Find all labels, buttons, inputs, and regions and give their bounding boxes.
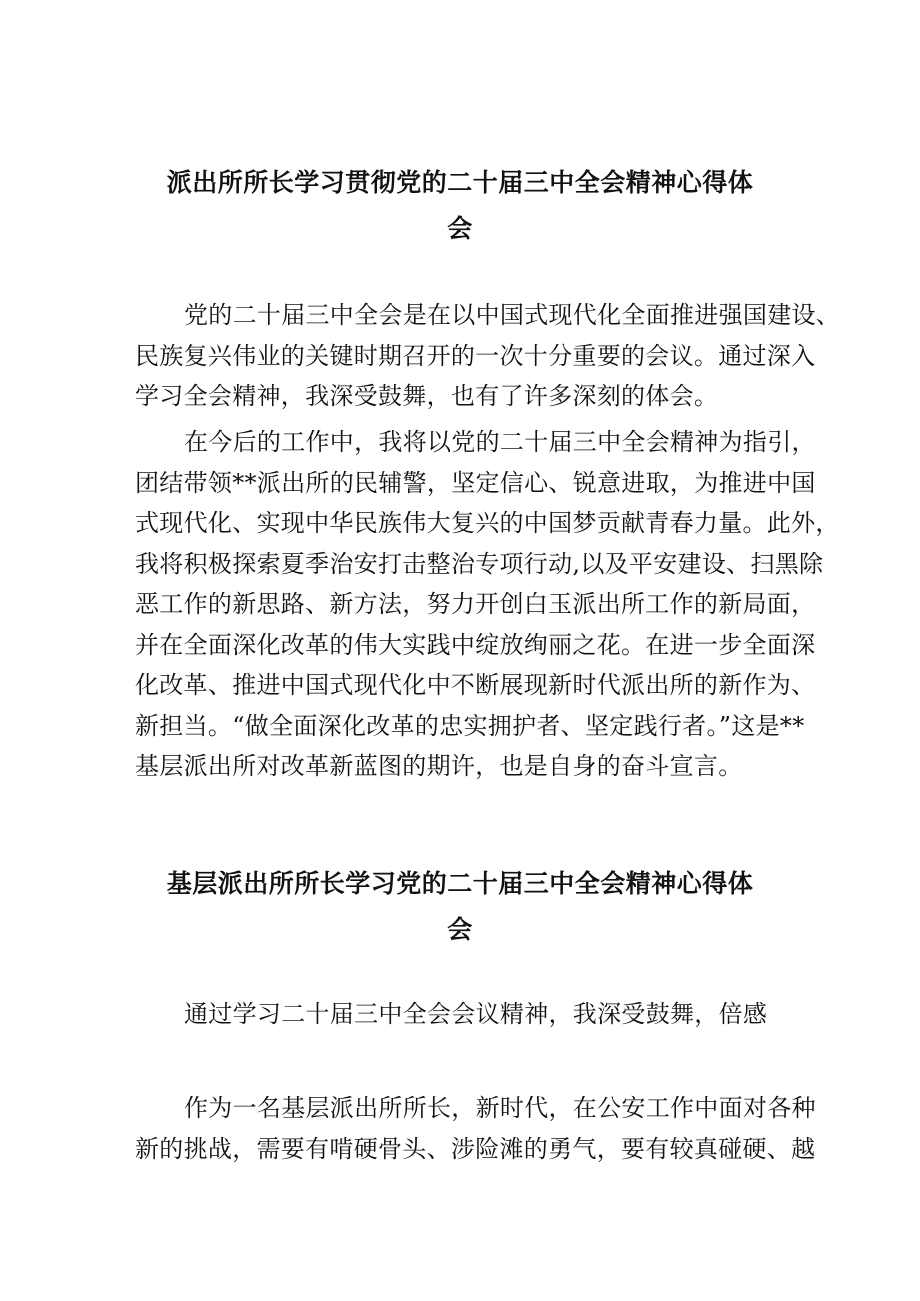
paragraph-line: 并在全面深化改革的伟大实践中绽放绚丽之花。在进一步全面深 — [135, 630, 816, 659]
paragraph-line: 通过学习二十届三中全会会议精神，我深受鼓舞，倍感 — [184, 1000, 768, 1028]
paragraph-line: 化改革、推进中国式现代化中不断展现新时代派出所的新作为、 — [135, 671, 816, 699]
section-2-paragraph-1 — [135, 994, 795, 1035]
section-1-title — [130, 160, 790, 252]
paragraph-line: 团结带领**派出所的民辅警，坚定信心、锐意进取，为推进中国 — [135, 468, 816, 497]
section-2-title-line: 基层派出所所长学习党的二十届三中全会精神心得体 — [166, 869, 754, 898]
paragraph-line: 在今后的工作中，我将以党的二十届三中全会精神为指引， — [184, 428, 816, 456]
paragraph-line: 基层派出所对改革新蓝图的期许，也是自身的奋斗宣言。 — [135, 752, 743, 780]
paragraph-line: 新的挑战，需要有啃硬骨头、涉险滩的勇气，要有较真碰硬、越 — [135, 1134, 816, 1163]
paragraph-line: 党的二十届三中全会是在以中国式现代化全面推进强国建设、 — [184, 301, 841, 329]
section-2-paragraph-2 — [135, 1088, 816, 1169]
section-1-title-line: 会 — [447, 214, 473, 243]
paragraph-line: 民族复兴伟业的关键时期召开的一次十分重要的会议。通过深入 — [135, 341, 816, 370]
paragraph-line: 学习全会精神，我深受鼓舞，也有了许多深刻的体会。 — [135, 382, 719, 410]
section-2-title-line: 会 — [447, 915, 473, 944]
section-1-paragraph-2 — [135, 422, 840, 787]
paragraph-line: 我将积极探索夏季治安打击整治专项行动,以及平安建设、扫黑除 — [135, 549, 824, 578]
paragraph-line: 式现代化、实现中华民族伟大复兴的中国梦贡献青春力量。此外， — [135, 509, 840, 537]
paragraph-line: 恶工作的新思路、新方法，努力开创白玉派出所工作的新局面， — [135, 590, 816, 618]
section-1-title-line: 派出所所长学习贯彻党的二十届三中全会精神心得体 — [166, 168, 754, 197]
section-1-paragraph-1 — [135, 295, 841, 417]
section-2-title — [130, 861, 790, 953]
paragraph-line: 新担当。“做全面深化改革的忠实拥护者、坚定践行者。”这是** — [135, 711, 805, 740]
paragraph-line: 作为一名基层派出所所长，新时代，在公安工作中面对各种 — [184, 1094, 816, 1122]
